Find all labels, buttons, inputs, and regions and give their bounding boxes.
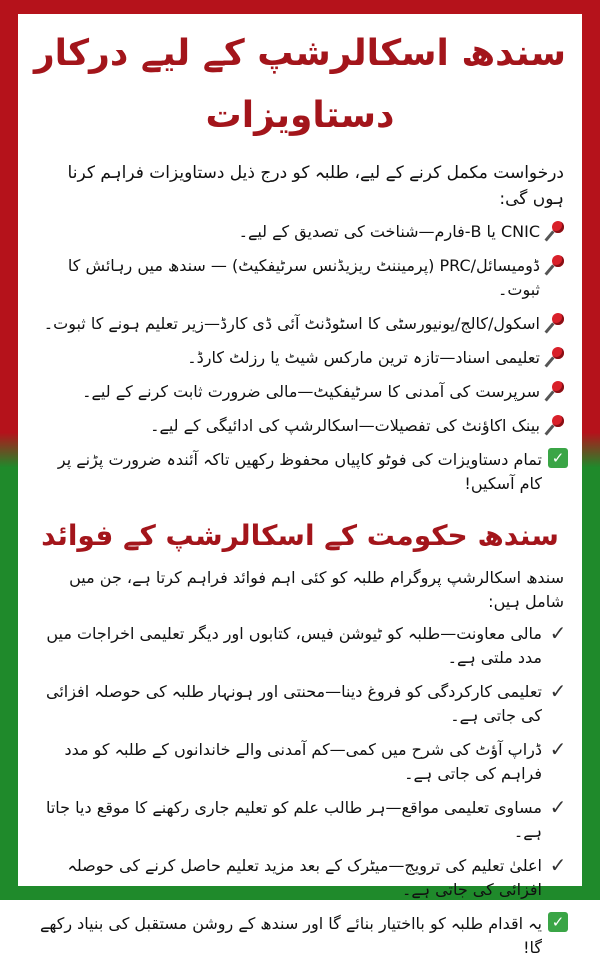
note-text: تمام دستاویزات کی فوٹو کاپیاں محفوظ رکھیں تاکہ آئندہ ضرورت پڑنے پر کام آسکیں! — [57, 450, 542, 493]
benefits-heading: سندھ حکومت کے اسکالرشپ کے فوائد — [41, 519, 559, 552]
check-mark-icon: ✓ — [549, 621, 567, 645]
list-item-text: ڈراپ آؤٹ کی شرح میں کمی—کم آمدنی والے خاندانوں کے طلبہ کو مدد فراہم کی جاتی ہے۔ — [64, 740, 542, 783]
list-item — [32, 220, 568, 244]
closing-text: یہ اقدام طلبہ کو بااختیار بنائے گا اور سندھ کے روشن مستقبل کی بنیاد رکھے گا! — [40, 914, 542, 957]
list-item — [32, 414, 568, 438]
check-mark-icon: ✓ — [549, 679, 567, 703]
list-item — [32, 346, 568, 370]
check-mark-icon: ✓ — [549, 853, 567, 877]
check-mark-icon: ✓ — [549, 737, 567, 761]
pushpin-icon — [546, 414, 568, 436]
check-box-icon: ✓ — [548, 448, 568, 468]
list-item-text: اسکول/کالج/یونیورسٹی کا اسٹوڈنٹ آئی ڈی کارڈ—زیر تعلیم ہونے کا ثبوت۔ — [43, 314, 540, 333]
list-item-text: CNIC یا B-فارم—شناخت کی تصدیق کے لیے۔ — [238, 222, 540, 241]
list-item — [32, 854, 568, 902]
list-item-text: تعلیمی کارکردگی کو فروغ دینا—محنتی اور ہونہار طلبہ کی حوصلہ افزائی کی جاتی ہے۔ — [45, 682, 542, 725]
page-title: سندھ اسکالرشپ کے لیے درکار — [33, 33, 567, 74]
article-content — [18, 14, 582, 957]
page-title-line2: دستاویزات — [205, 95, 395, 136]
list-item-text: سرپرست کی آمدنی کا سرٹیفکیٹ—مالی ضرورت ثابت کرنے کے لیے۔ — [82, 382, 540, 401]
list-item-text: اعلیٰ تعلیم کی ترویج—میٹرک کے بعد مزید تعلیم حاصل کرنے کی حوصلہ افزائی کی جاتی ہے۔ — [67, 856, 542, 899]
list-item — [32, 680, 568, 728]
list-item — [32, 796, 568, 844]
list-item — [32, 380, 568, 404]
list-item-text: مساوی تعلیمی مواقع—ہر طالب علم کو تعلیم جاری رکھنے کا موقع دیا جاتا ہے۔ — [45, 798, 542, 841]
pushpin-icon — [546, 380, 568, 402]
note-item — [32, 448, 568, 496]
list-item — [32, 622, 568, 670]
check-box-icon: ✓ — [548, 912, 568, 932]
list-item-text: مالی معاونت—طلبہ کو ٹیوشن فیس، کتابوں اور دیگر تعلیمی اخراجات میں مدد ملتی ہے۔ — [46, 624, 542, 667]
list-item — [32, 312, 568, 336]
check-mark-icon: ✓ — [549, 795, 567, 819]
documents-intro: درخواست مکمل کرنے کے لیے، طلبہ کو درج ذیل دستاویزات فراہم کرنا ہوں گی: — [67, 163, 564, 209]
list-item — [32, 738, 568, 786]
pushpin-icon — [546, 220, 568, 242]
pushpin-icon — [546, 346, 568, 368]
list-item — [32, 254, 568, 302]
list-item-text: تعلیمی اسناد—تازہ ترین مارکس شیٹ یا رزلٹ کارڈ۔ — [187, 348, 540, 367]
closing-item — [32, 912, 568, 960]
list-item-text: ڈومیسائل/PRC (پرمیننٹ ریزیڈنس سرٹیفکیٹ) — سندھ میں رہائش کا ثبوت۔ — [67, 256, 540, 299]
pushpin-icon — [546, 312, 568, 334]
documents-list — [32, 220, 568, 496]
list-item-text: بینک اکاؤنٹ کی تفصیلات—اسکالرشپ کی ادائیگی کے لیے۔ — [150, 416, 540, 435]
benefits-intro: سندھ اسکالرشپ پروگرام طلبہ کو کئی اہم فوائد فراہم کرتا ہے، جن میں شامل ہیں: — [69, 568, 564, 611]
benefits-list — [32, 622, 568, 960]
pushpin-icon — [546, 254, 568, 276]
